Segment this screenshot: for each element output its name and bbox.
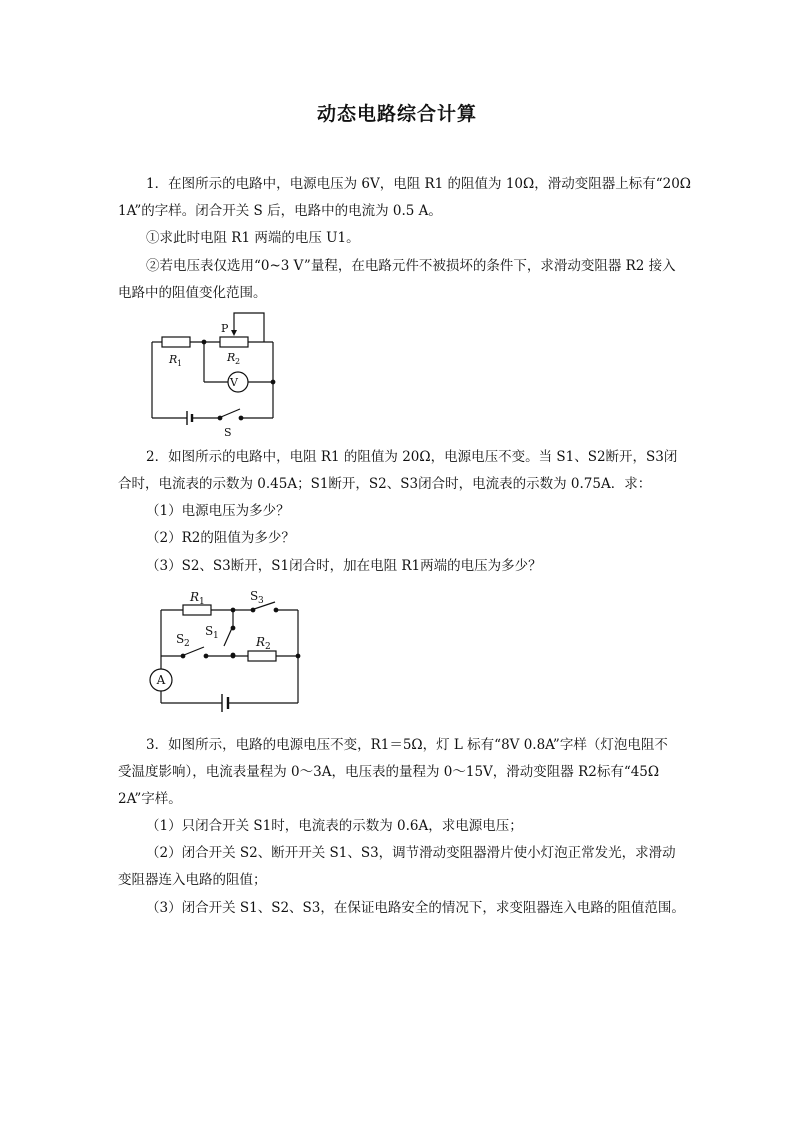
page-title: 动态电路综合计算 <box>316 103 477 125</box>
problem-3-line-6: 变阻器连入电路的阻值； <box>118 872 267 888</box>
problem-3-line-4: （1）只闭合开关 S1时，电流表的示数为 0.6A，求电源电压； <box>146 818 523 834</box>
problem-3-line-2: 受温度影响），电流表量程为 0～3A，电压表的量程为 0～15V，滑动变阻器 R2标有“45Ω <box>118 764 660 780</box>
s2-label: S <box>176 632 185 646</box>
problem-2-line-3: （1）电源电压为多少？ <box>146 503 290 519</box>
r2-sub: 2 <box>265 642 271 652</box>
problem-2-line-1: 2．如图所示的电路中，电阻 R1 的阻值为 20Ω，电源电压不变。当 S1、S2断开，S3闭 <box>146 449 678 465</box>
resistor-r1 <box>162 337 190 347</box>
problem-3-line-3: 2A”字样。 <box>118 791 182 807</box>
r1-label: R <box>190 590 200 604</box>
problem-1-line-3: ①求此时电阻 R1 两端的电压 U1。 <box>146 230 360 246</box>
switch-s1 <box>224 628 232 646</box>
problem-3-line-1: 3．如图所示，电路的电源电压不变，R1＝5Ω，灯 L 标有“8V 0.8A”字样（灯泡电阻不 <box>146 737 668 753</box>
problem-1-line-2: 1A”的字样。闭合开关 S 后，电路中的电流为 0.5 A。 <box>118 203 442 219</box>
resistor-r1 <box>183 605 211 615</box>
problem-2-line-5: （3）S2、S3断开，S1闭合时，加在电阻 R1两端的电压为多少？ <box>146 558 542 574</box>
resistor-r2 <box>220 337 248 347</box>
r2-sub: 2 <box>235 357 241 366</box>
voltmeter-label: V <box>230 376 238 389</box>
s1-sub: 1 <box>213 631 219 641</box>
r1-sub: 1 <box>177 359 183 368</box>
problem-3-line-5: （2）闭合开关 S2、断开开关 S1、S3，调节滑动变阻器滑片使小灯泡正常发光，求滑动 <box>146 845 676 861</box>
circuit-diagram-1 <box>140 305 290 440</box>
s3-sub: 3 <box>258 596 264 606</box>
switch-label: S <box>224 426 232 439</box>
s2-sub: 2 <box>184 639 190 649</box>
r2-label: R <box>227 351 236 364</box>
ammeter-label: A <box>156 673 166 687</box>
problem-1-line-1: 1．在图所示的电路中，电源电压为 6V，电阻 R1 的阻值为 10Ω，滑动变阻器上标有“20Ω <box>146 176 691 192</box>
r1-sub: 1 <box>199 597 205 607</box>
s1-label: S <box>205 624 214 638</box>
s3-label: S <box>250 589 259 603</box>
problem-1-line-4: ②若电压表仅选用“0~3 V”量程，在电路元件不被损坏的条件下，求滑动变阻器 R2 接入 <box>146 258 676 274</box>
problem-1-line-5: 电路中的阻值变化范围。 <box>118 285 267 301</box>
problem-2-line-4: （2）R2的阻值为多少？ <box>146 530 295 546</box>
circuit-diagram-2 <box>148 583 308 725</box>
problem-2-line-2: 合时，电流表的示数为 0.45A；S1断开，S2、S3闭合时，电流表的示数为 0.75A．求： <box>118 476 652 492</box>
switch-s <box>221 409 240 417</box>
resistor-r2 <box>248 651 276 661</box>
r1-label: R <box>169 353 178 366</box>
problem-3-line-7: （3）闭合开关 S1、S2、S3，在保证电路安全的情况下，求变阻器连入电路的阻值范围。 <box>146 900 685 916</box>
slider-label: P <box>221 322 229 335</box>
r2-label: R <box>256 635 266 649</box>
